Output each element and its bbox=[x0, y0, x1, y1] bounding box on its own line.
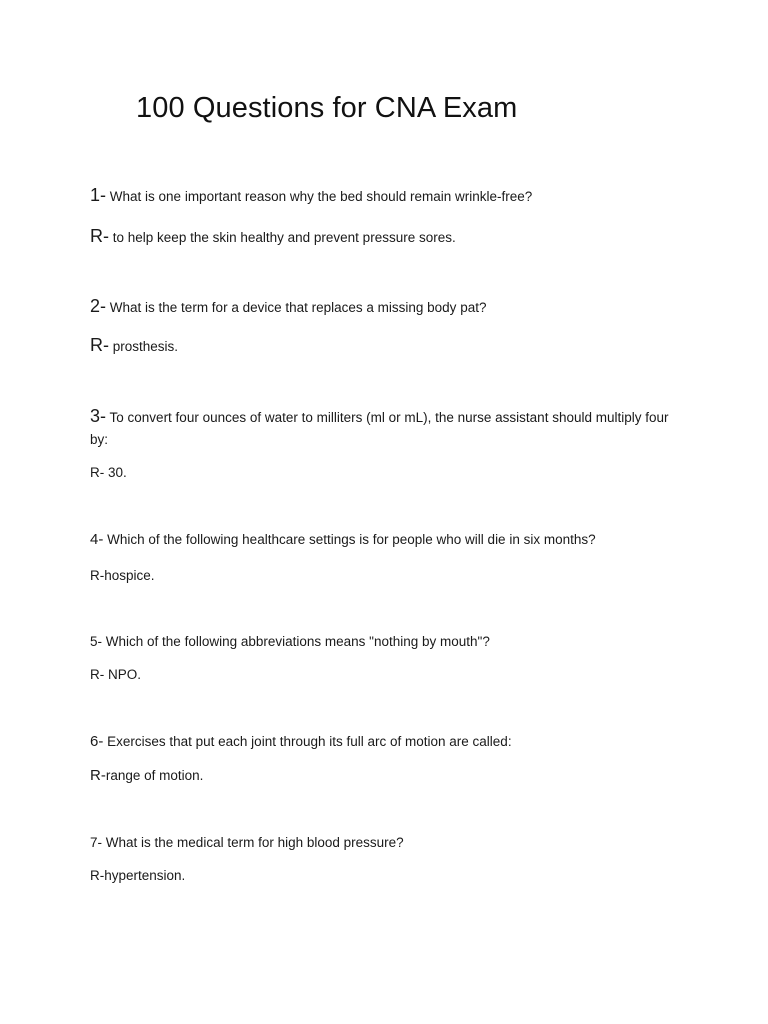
answer-text: to help keep the skin healthy and prevent pressure sores. bbox=[112, 230, 456, 245]
answer-text: 30. bbox=[108, 465, 127, 480]
answer-text: prosthesis. bbox=[112, 339, 179, 354]
question-1 bbox=[90, 184, 690, 208]
answer-3 bbox=[90, 462, 690, 484]
answer-4 bbox=[90, 565, 690, 587]
question-text: What is the term for a device that replaces a missing body pat? bbox=[109, 300, 487, 315]
question-text: What is the medical term for high blood pressure? bbox=[105, 835, 404, 850]
question-text: What is one important reason why the bed should remain wrinkle-free? bbox=[109, 189, 533, 204]
answer-prefix: R- bbox=[90, 667, 105, 682]
answer-text: range of motion. bbox=[105, 768, 204, 783]
answer-prefix: R- bbox=[90, 868, 105, 883]
answer-7 bbox=[90, 865, 690, 887]
answer-text: NPO. bbox=[108, 667, 142, 682]
answer-prefix: R- bbox=[90, 335, 109, 355]
answer-prefix: R- bbox=[90, 767, 106, 784]
question-2 bbox=[90, 295, 690, 319]
question-text: Exercises that put each joint through its full arc of motion are called: bbox=[107, 734, 512, 749]
question-6 bbox=[90, 731, 690, 753]
answer-prefix: R- bbox=[90, 465, 105, 480]
answer-6 bbox=[90, 765, 690, 787]
question-text: Which of the following abbreviations means "nothing by mouth"? bbox=[105, 634, 490, 649]
answer-prefix: R- bbox=[90, 226, 109, 246]
question-7 bbox=[90, 832, 690, 854]
question-4 bbox=[90, 529, 690, 551]
question-number: 1- bbox=[90, 185, 107, 205]
question-5 bbox=[90, 631, 690, 653]
question-number: 4- bbox=[90, 531, 104, 548]
question-number: 6- bbox=[90, 733, 104, 750]
answer-text: hypertension. bbox=[104, 868, 186, 883]
question-3 bbox=[90, 405, 670, 451]
answer-prefix: R- bbox=[90, 568, 105, 583]
question-text: To convert four ounces of water to milliters (ml or mL), the nurse assistant should multiply four by: bbox=[90, 410, 669, 447]
answer-1 bbox=[90, 225, 690, 249]
answer-5 bbox=[90, 664, 690, 686]
question-number: 2- bbox=[90, 296, 107, 316]
question-number: 3- bbox=[90, 406, 107, 426]
question-number: 7- bbox=[90, 835, 103, 850]
question-text: Which of the following healthcare settings is for people who will die in six months? bbox=[107, 532, 596, 547]
answer-2 bbox=[90, 334, 690, 358]
answer-text: hospice. bbox=[104, 568, 155, 583]
page-title: 100 Questions for CNA Exam bbox=[136, 92, 518, 124]
question-number: 5- bbox=[90, 634, 103, 649]
